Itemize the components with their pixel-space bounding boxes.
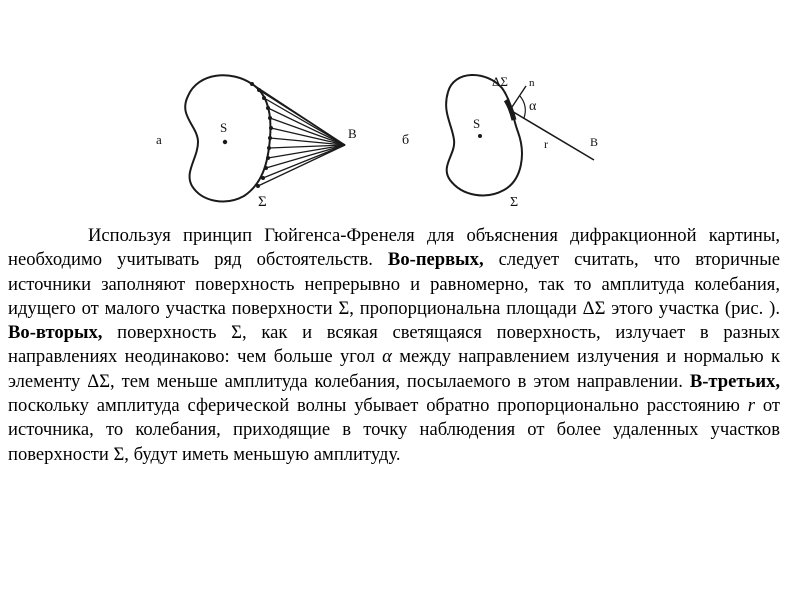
point-label-a: B — [348, 126, 357, 141]
element-label: ΔΣ — [492, 74, 508, 89]
rays-to-b — [252, 84, 345, 186]
wave-surface-b — [446, 75, 522, 195]
text-segment-2: следует считать, что вторичные источники заполняют поверхность непрерывно и равномерно, так то амплитуда колебания, идущего от малого участка поверхности Σ, пропорциональна площади ΔΣ этого участка (рис. ). — [8, 249, 781, 319]
r-symbol: r — [747, 395, 755, 417]
wave-surface-a — [185, 75, 270, 201]
body-paragraph — [8, 224, 780, 467]
surface-label-a: Σ — [258, 194, 267, 210]
huygens-fresnel-figure — [140, 62, 620, 222]
panel-letter-b: б — [402, 133, 410, 148]
source-label-b: S — [473, 116, 481, 131]
angle-arc — [520, 96, 525, 118]
source-dot-b — [478, 134, 482, 138]
panel-a — [156, 75, 357, 210]
source-label-a: S — [220, 120, 228, 135]
text-segment-3b: между направлением излучения и нормалью к элементу ΔΣ, тем меньше амплитуда колебания, посылаемого в этом направлении. — [8, 346, 780, 392]
third-point-label: В-третьих, — [689, 370, 780, 392]
surface-label-b: Σ — [510, 195, 519, 210]
second-point-label: Во-вторых, — [8, 322, 103, 344]
point-label-b: B — [590, 135, 599, 149]
text-segment-4a: поскольку амплитуда сферической волны убывает обратно пропорционально расстоянию — [8, 395, 748, 417]
text-segment-4b: от источника, то колебания, приходящие в точку наблюдения от более удаленных участков поверхности Σ, будут иметь меньшую амплитуду. — [8, 395, 780, 465]
first-point-label: Во-первых, — [387, 249, 484, 271]
angle-label: α — [529, 99, 537, 114]
source-dot-a — [223, 140, 227, 144]
panel-b — [402, 74, 598, 210]
panel-letter-a: а — [156, 132, 162, 147]
text-segment-1: Используя принцип Гюйгенса-Френеля для объяснения дифракционной картины, необходимо учитывать ряд обстоятельств. — [8, 225, 780, 271]
normal-vector — [510, 86, 526, 110]
alpha-symbol: α — [382, 346, 392, 368]
text-segment-3a: поверхность Σ, как и всякая светящаяся поверхность, излучает в разных направлениях неодинаково: чем больше угол — [8, 322, 780, 368]
normal-label: n — [529, 77, 535, 89]
distance-label: r — [544, 137, 548, 151]
